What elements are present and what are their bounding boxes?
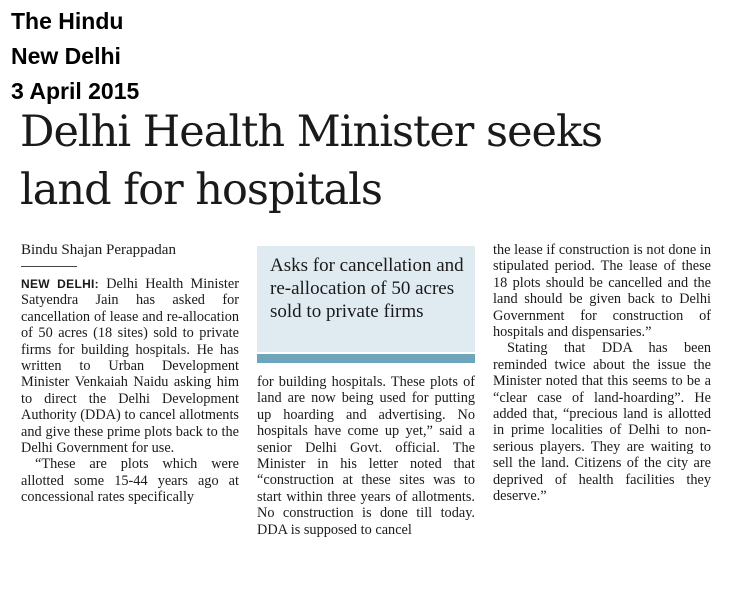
paragraph-1-text: Delhi Health Minister Satyendra Jain has asked for cancellation of lease and re-allocation of 50 acres (18 sites) sold to private firms for building hospitals. He has written to Urban Development Minister Venkaiah Naidu asking him to direct the Delhi Development Authority (DDA) to cancel allotments and give these prime plots back to the Delhi Government for use.	[21, 276, 239, 457]
article-column-1	[21, 276, 239, 506]
publication-city: New Delhi	[11, 43, 121, 69]
paragraph-3: for building hospitals. These plots of land are now being used for putting up hoarding and advertising. No hospitals have come up yet,” said a senior Delhi Govt. official. The Minister in his letter noted that “construction at these sites was to start within three years of allotments. No construction is done till today. DDA is supposed to cancel	[257, 374, 475, 538]
headline-line-2: land for hospitals	[20, 165, 382, 215]
paragraph-1	[21, 276, 239, 456]
pull-quote-text: Asks for cancellation and re-allocation of 50 acres sold to private firms	[270, 255, 464, 322]
pull-quote-bar	[257, 354, 475, 363]
paragraph-2: “These are plots which were allotted some 15-44 years ago at concessional rates specifically	[21, 456, 239, 506]
article-column-2	[257, 374, 475, 538]
paragraph-4: the lease if construction is not done in stipulated period. The lease of these 18 plots should be cancelled and the land should be given back to Delhi Government for construction of hospitals and dispensaries.”	[493, 242, 711, 341]
pull-quote-box	[257, 246, 475, 352]
publication-date: 3 April 2015	[11, 78, 140, 104]
paragraph-5: Stating that DDA has been reminded twice about the issue the Minister noted that this seems to be a “clear case of land-hoarding”. He added that, “precious land is allotted in prime localities of Delhi to non-serious players. They are waiting to sell the land. Citizens of the city are deprived of health facilities they deserve.”	[493, 340, 711, 505]
headline-line-1: Delhi Health Minister seeks	[20, 107, 603, 157]
article-column-3	[493, 242, 711, 505]
byline-divider	[21, 266, 77, 267]
publication-name: The Hindu	[11, 8, 124, 34]
byline: Bindu Shajan Perappadan	[21, 242, 176, 258]
dateline: NEW DELHI:	[21, 277, 99, 291]
